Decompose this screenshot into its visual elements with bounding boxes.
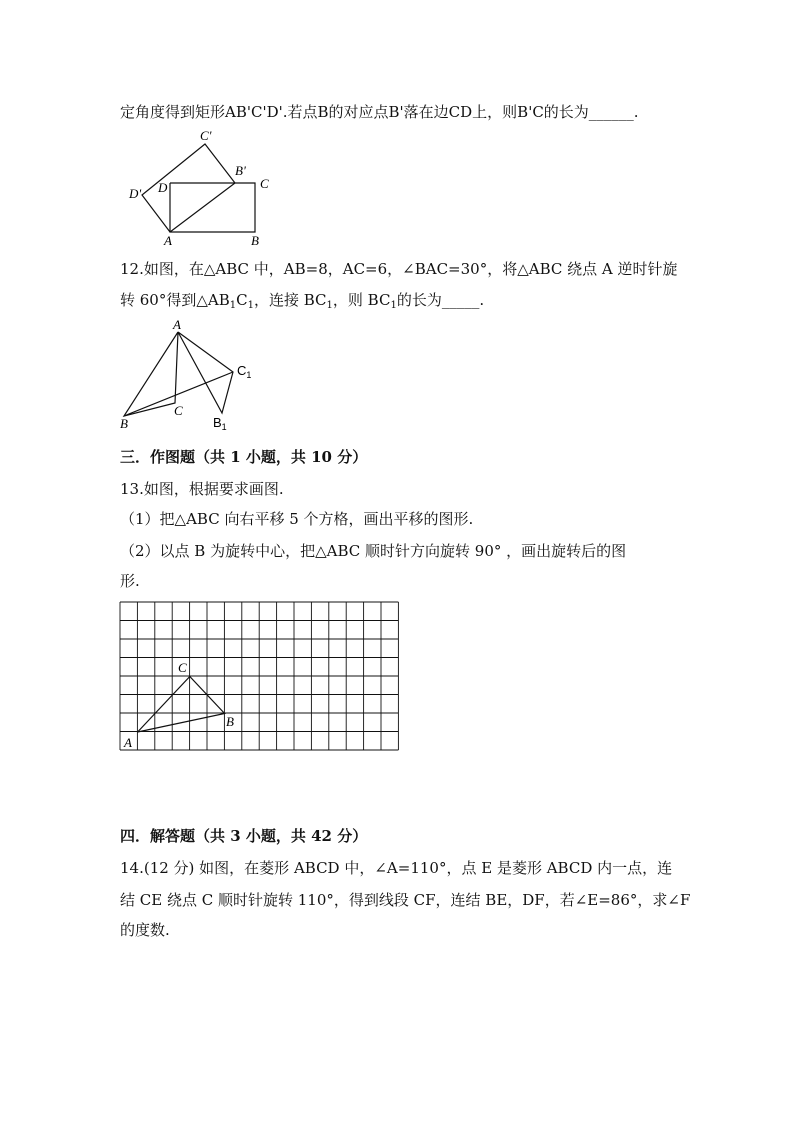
section3-title: 三．作图题（共 1 小题，共 10 分） [120, 448, 368, 466]
q12-line2-sub1: 1 [229, 300, 237, 311]
q12-label-b: B [120, 416, 128, 431]
q12-line2-sub4: 1 [390, 300, 397, 311]
q11-label-c-prime: C' [200, 128, 212, 143]
q11-label-d: D [158, 180, 168, 195]
q14-text-line-3: 的度数. [120, 921, 170, 939]
q12-line2-b: C [236, 291, 248, 309]
q12-line2-d: ，则 BC [332, 291, 391, 309]
q12-label-c1-main: C [237, 363, 247, 378]
q12-line2-e: 的长为_____. [396, 291, 485, 309]
q13-text-line: 13.如图，根据要求画图. [120, 480, 284, 498]
q12-line2-sub3: 1 [326, 300, 333, 311]
q12-label-c1-sub: 1 [246, 370, 252, 380]
q12-line2-a: 转 60°得到△AB [120, 291, 230, 309]
q11-label-b-prime: B' [235, 163, 246, 178]
q12-label-c: C [174, 403, 183, 418]
q12-line2-c: ，连接 BC [253, 291, 327, 309]
q11-text-line: 定角度得到矩形AB'C'D'.若点B的对应点B'落在边CD上，则B'C的长为______. [120, 103, 639, 121]
section4-title: 四．解答题（共 3 小题，共 42 分） [120, 827, 368, 845]
q13-part1: （1）把△ABC 向右平移 5 个方格，画出平移的图形. [120, 510, 474, 528]
q12-line2-sub2: 1 [247, 300, 254, 311]
q13-part2-cont: 形. [120, 572, 140, 590]
q12-label-b1-sub: 1 [221, 422, 227, 432]
q13-label-c: C [178, 660, 187, 675]
q13-part2: （2）以点 B 为旋转中心，把△ABC 顺时针方向旋转 90° ，画出旋转后的图 [120, 542, 627, 560]
q14-text-line-2: 结 CE 绕点 C 顺时针旋转 110°，得到线段 CF，连结 BE，DF，若∠E=86°，求∠F [120, 891, 691, 909]
q12-label-a: A [173, 317, 181, 332]
q11-label-d-prime: D' [129, 186, 142, 201]
q13-triangle-abc [138, 677, 225, 733]
q14-text-line-1: 14.(12 分) 如图，在菱形 ABCD 中，∠A=110°，点 E 是菱形 ABCD 内一点，连 [120, 859, 673, 877]
q11-label-b: B [251, 233, 259, 248]
q13-label-a: A [124, 735, 132, 750]
q12-label-b1-main: B [213, 415, 222, 430]
q12-text-line-1: 12.如图，在△ABC 中，AB=8，AC=6，∠BAC=30°，将△ABC 绕点 A 逆时针旋 [120, 260, 678, 278]
q13-label-b: B [226, 714, 234, 729]
q11-label-a: A [164, 233, 172, 248]
q11-label-c: C [260, 176, 269, 191]
